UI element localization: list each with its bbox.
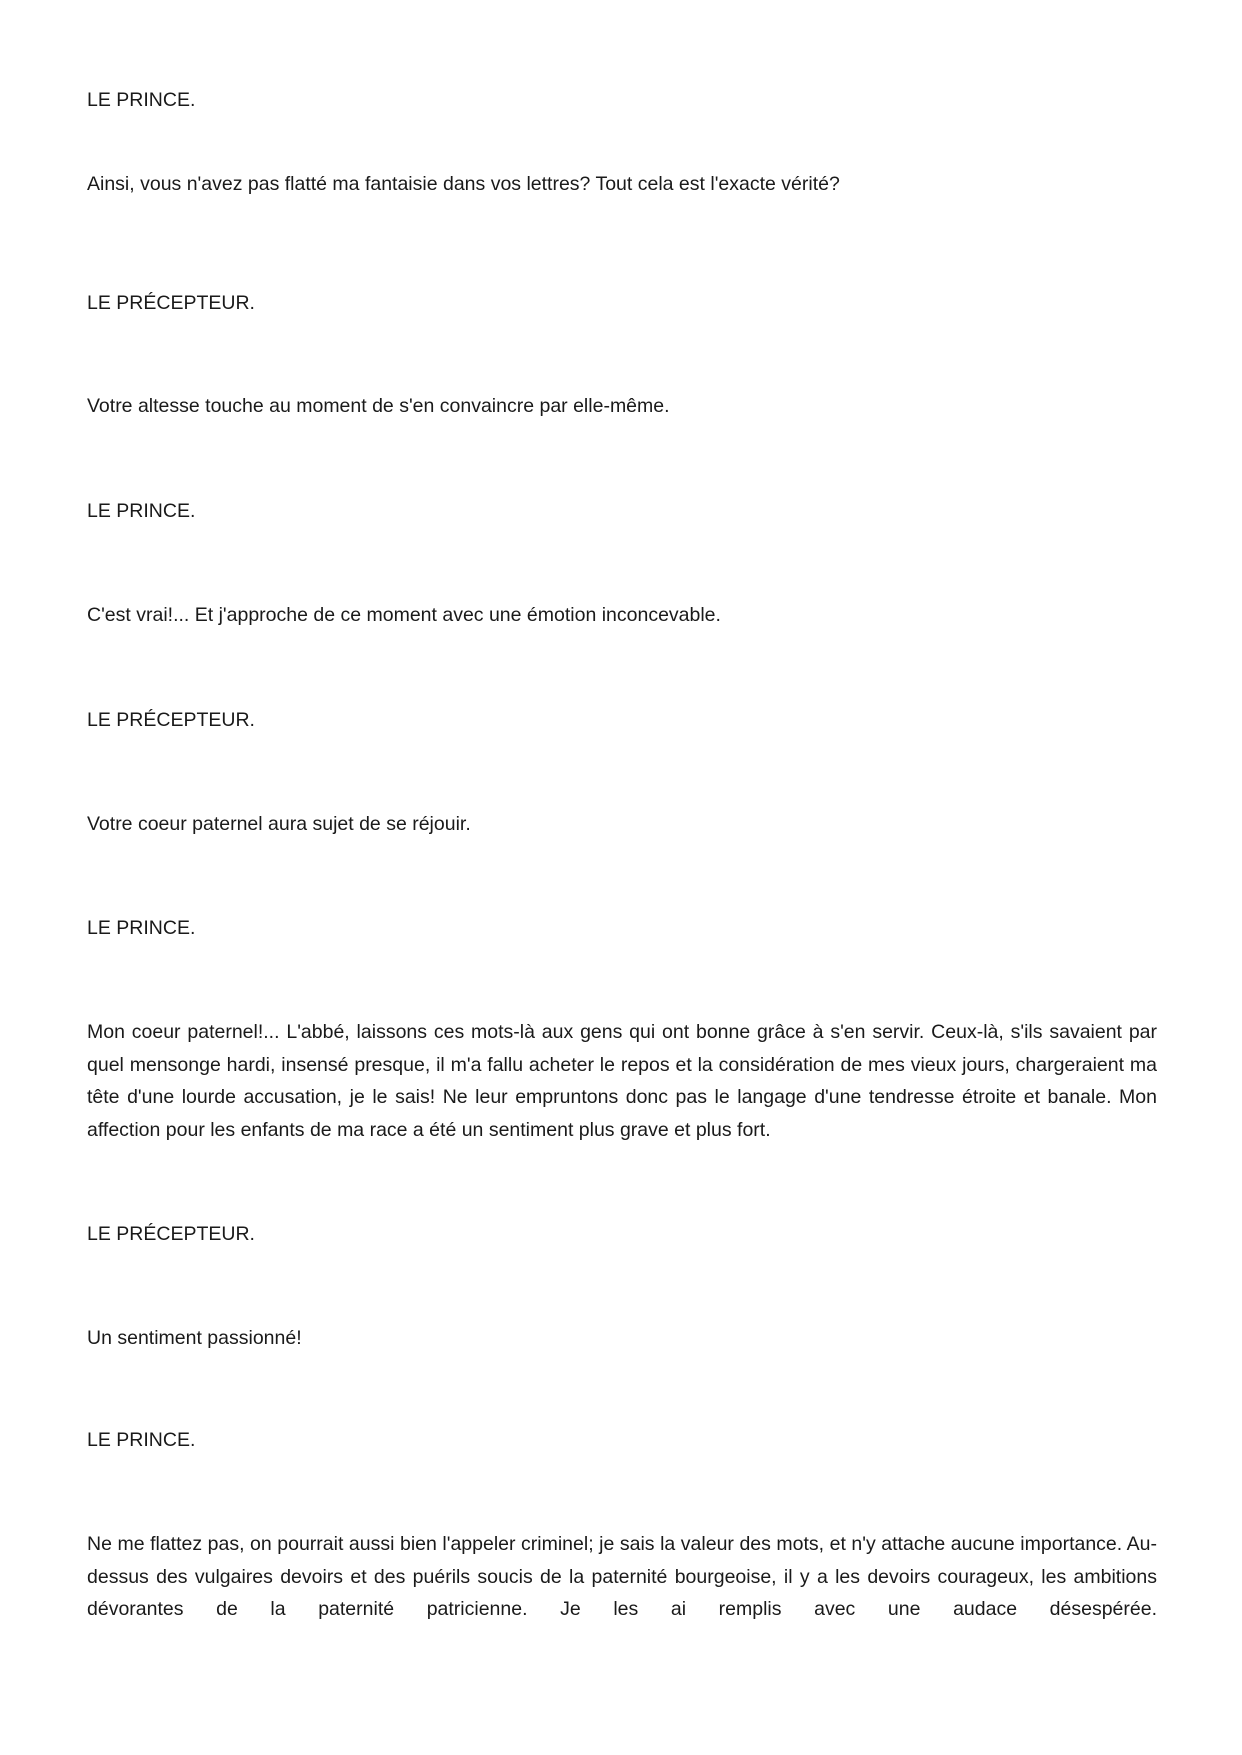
speaker-name: LE PRÉCEPTEUR. — [87, 1223, 255, 1245]
speech-text: Ne me flattez pas, on pourrait aussi bien l'appeler criminel; je sais la valeur des mots, et n'y attache aucune importance. Au-dessus des vulgaires devoirs et des puérils soucis de la paternité bourgeoise, il y a les devoirs courageux, les ambitions dévorantes de la paternité patricienne. Je les ai remplis avec une audace désespérée. — [87, 1533, 1157, 1620]
speech-text: Votre coeur paternel aura sujet de se réjouir. — [87, 813, 471, 835]
speaker-name: LE PRINCE. — [87, 1429, 196, 1451]
speech-text: C'est vrai!... Et j'approche de ce moment avec une émotion inconcevable. — [87, 604, 721, 626]
speech-text: Mon coeur paternel!... L'abbé, laissons ces mots-là aux gens qui ont bonne grâce à s'en servir. Ceux-là, s'ils savaient par quel mensonge hardi, insensé presque, il m'a fallu acheter le repos et la considération de mes vieux jours, chargeraient ma tête d'une lourde accusation, je le sais! Ne leur empruntons donc pas le langage d'une tendresse étroite et banale. Mon affection pour les enfants de ma race a été un sentiment plus grave et plus fort. — [87, 1021, 1157, 1141]
speaker-name: LE PRINCE. — [87, 917, 196, 939]
speaker-name: LE PRINCE. — [87, 500, 196, 522]
speaker-name: LE PRINCE. — [87, 89, 196, 111]
speaker-name: LE PRÉCEPTEUR. — [87, 709, 255, 731]
speech-text: Ainsi, vous n'avez pas flatté ma fantaisie dans vos lettres? Tout cela est l'exacte vérité? — [87, 173, 840, 195]
speech-text: Un sentiment passionné! — [87, 1327, 302, 1349]
speech-text: Votre altesse touche au moment de s'en convaincre par elle-même. — [87, 395, 670, 417]
speaker-name: LE PRÉCEPTEUR. — [87, 292, 255, 314]
